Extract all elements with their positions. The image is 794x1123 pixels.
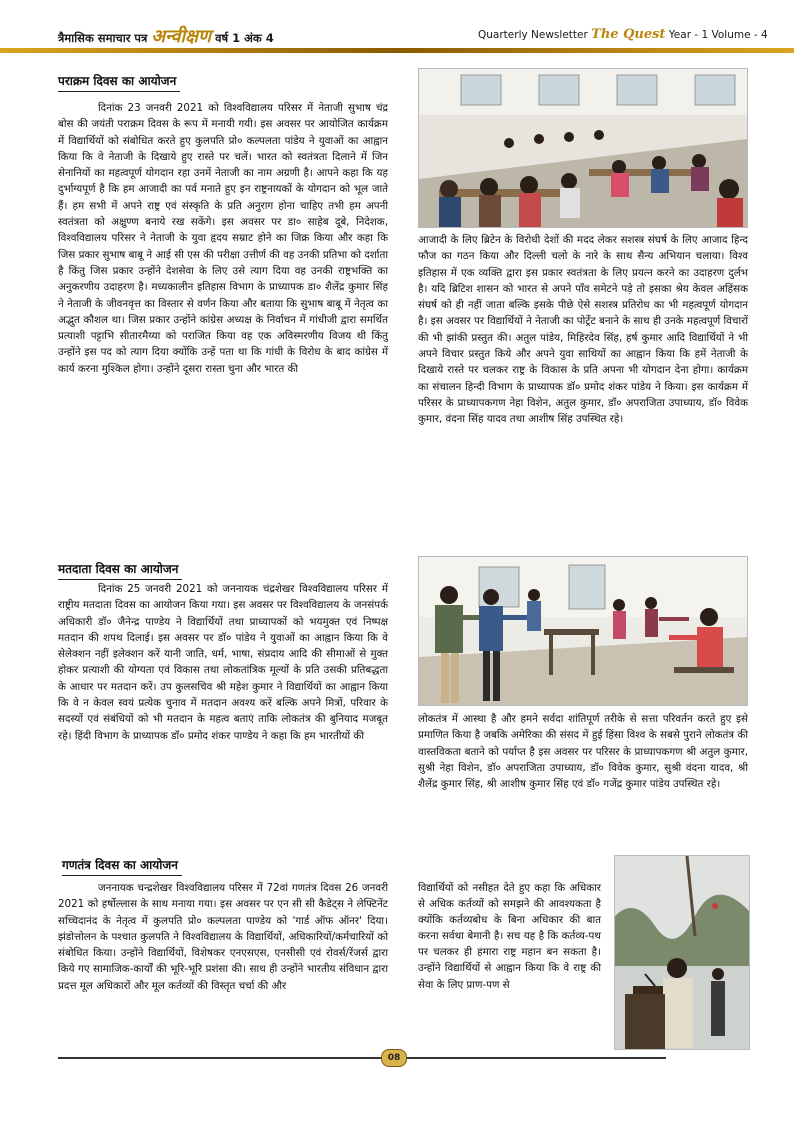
article-parakram-col2: आजादी के लिए ब्रिटेन के विरोधी देशों की मदद लेकर सशस्त्र संघर्ष के लिए आजाद हिन्द फौज का गठन किया और दिल्ली चलो के नारे के साथ सैन्य अभियान चलाया। विश्व इतिहास में एक व्यक्ति द्वारा इस प्रकार स्वतंत्रता के लिए प्रयत्न करने का उदाहरण दुर्लभ है। यदि ब्रिटिश शासन को भारत से अपने पाँव समेटने पड़े तो इसका श्रेय केवल अहिंसक संघर्ष को ही नहीं जाता बल्कि इसके पीछे ऐसे सशस्त्र प्रतिरोध का भी महत्वपूर्ण योगदान है। इस अवसर पर विद्यार्थियों ने नेताजी का पोर्ट्रेट बनाने के साथ ही उनके महत्वपूर्ण विचारों की भी झांकी प्रस्तुत की। अतुल पांडेय, मिहिरदेव सिंह, हर्ष कुमार आदि विद्यार्थियों ने भी अपने विचार प्रस्तुत किये और अपने युवा साथियों का आह्वान किया कि हमें नेताजी के दिखाये रास्ते पर चलकर राष्ट्र के विकास के प्रति अपना भी योगदान देना होगा। कार्यक्रम का संचालन हिन्दी विभाग के प्राध्यापक डॉ० प्रमोद शंकर पांडेय ने किया। इस कार्यक्रम में परिसर के प्राध्यापकगण नेहा विशेन, अतुल कुमार, डॉ० अपराजिता उपाध्याय, डॉ० विवेक कुमार, वंदना सिंह यादव तथा आशीष सिंह उपस्थित रहे। [418, 234, 748, 426]
header-hindi-title [58, 24, 274, 48]
header-newsletter-label-en: Quarterly Newsletter [478, 29, 588, 41]
article-matdata-col2: लोकतंत्र में आस्था है और हमने सर्वदा शांतिपूर्ण तरीके से सत्ता परिवर्तन करते हुए इसे प्रमाणित किया है जबकि अमेरिका की संसद में हुई हिंसा विश्व के सबसे पुराने लोकतंत्र की वास्तविकता बताने को पर्याप्त है इस अवसर पर परिसर के प्राध्यापकगण श्री अतुल कुमार, सुश्री नेहा विशेन, डॉ० अपराजिता उपाध्याय, डॉ० विवेक कुमार, सुश्री वंदना यादव, श्री शैलेंद्र कुमार सिंह, श्री आशीष कुमार सिंह एवं डॉ० गजेंद्र कुमार पांडेय उपस्थित रहे। [418, 713, 748, 791]
oath-ceremony-photo [418, 556, 748, 706]
header-brand-hindi: अन्वीक्षण [151, 26, 212, 47]
header-newsletter-label: त्रैमासिक समाचार पत्र [58, 31, 148, 45]
section-heading-matdata: मतदाता दिवस का आयोजन [58, 560, 182, 580]
article-gantantra-col2: विद्यार्थियों को नसीहत देते हुए कहा कि अधिकार से अधिक कर्तव्यों को समझने की आवश्यकता है क्योंकि कर्तव्यबोध के बिना अधिकार की बात करना सर्वथा बेमानी है। सच यह है कि कर्तव्य-पथ पर चलकर ही हमारा राष्ट्र महान बन सकता है। उन्होंने विद्यार्थियों से आह्वान किया कि वे राष्ट्र की सेवा के लिए प्राण-पण से [418, 882, 601, 991]
section-heading-parakram: पराक्रम दिवस का आयोजन [58, 72, 180, 92]
footer-divider [58, 1057, 666, 1059]
article-parakram-col1: दिनांक 23 जनवरी 2021 को विश्वविद्यालय परिसर में नेताजी सुभाष चंद्र बोस की जयंती पराक्रम दिवस के रूप में मनायी गयी। इस अवसर पर आयोजित कार्यक्रम में विद्यार्थियों को संबोधित करते हुए कुलपति प्रो० कल्पलता पांडेय ने युवाओं का आह्वान किया कि वे नेताजी के दिखाये हुए रास्ते पर चलें। भारत को स्वतंत्रता दिलाने में जिन सेनानियों का महत्वपूर्ण योगदान रहा उनमें नेताजी का नाम अग्रणी है। आपने कहा कि यह दुर्भाग्यपूर्ण है कि हम आजादी का पर्व मनाते हुए इन राष्ट्रनायकों के योगदान को भूल जाते हैं। हम सभी में अपने राष्ट्र एवं संस्कृति के प्रति अनुराग होना चाहिए तभी हम अपनी स्वतंत्रता को अक्षुण्ण बनाये रख सकेंगे। इस अवसर पर डा० साहेब दूबे, निदेशक, विश्वविद्यालय परिसर ने नेताजी के युवा हृदय सम्राट होने का जिक्र किया और कहा कि जिस प्रकार सुभाष बाबू ने आई सी एस की परीक्षा उत्तीर्ण की वह उनकी प्रतिभा को दर्शाता है किंतु जिस प्रकार उन्होंने देशसेवा के लिए उसे त्याग दिया वह उनकी राष्ट्रभक्ति का अनुकरणीय उदाहरण है। मध्यकालीन इतिहास विभाग के प्राध्यापक डा० शैलेंद्र कुमार सिंह ने नेताजी के जीवनवृत्त का विस्तार से वर्णन किया और बताया कि सुभाष बाबू में नेतृत्व का अद्भुत कौशल था। जिस प्रकार उन्होंने कांग्रेस अध्यक्ष के निर्वाचन में गांधीजी द्वारा समर्थित प्रत्याशी पट्टाभि सीतारमैय्या को पराजित किया वह एक अविस्मरणीय विजय थी किंतु उन्होंने इस पद को त्याग दिया क्योंकि उन्हें पता था कि गांधी के विरोध के बाद कांग्रेस में कार्य करना मुश्किल होगा। उन्होंने दूसरा रास्ता चुना और भारत की [58, 102, 389, 375]
section-heading-gantantra: गणतंत्र दिवस का आयोजन [62, 856, 182, 876]
header-english-title [478, 27, 768, 42]
speech-podium-photo-image [615, 856, 749, 1049]
header-brand-en: The Quest [591, 27, 666, 42]
header-divider [0, 48, 794, 53]
classroom-photo-image [419, 69, 747, 227]
classroom-photo [418, 68, 748, 228]
article-matdata-col1: दिनांक 25 जनवरी 2021 को जननायक चंद्रशेखर विश्वविद्यालय परिसर में राष्ट्रीय मतदाता दिवस का आयोजन किया गया। इस अवसर पर विश्वविद्यालय के जनसंपर्क अधिकारी डॉ० जैनेन्द्र पाण्डेय ने विद्यार्थियों तथा प्राध्यापकों को भयमुक्त एवं निष्पक्ष मतदान की शपथ दिलाई। इस अवसर पर डॉ० पांडेय ने युवाओं का आह्वान किया कि वे सेलेक्शन नहीं इलेक्शन करें यानी जाति, धर्म, भाषा, संप्रदाय आदि की सीमाओं से मुक्त होकर प्रत्याशी की योग्यता एवं विकास तथा लोकतांत्रिक मूल्यों के प्रति उसकी प्रतिबद्धता के आधार पर मतदान करें। उप कुलसचिव श्री महेश कुमार ने विद्यार्थियों का आह्वान किया कि वे न केवल स्वयं प्रत्येक चुनाव में मतदान अवश्य करें बल्कि अपने मित्रों, परिवार के सदस्यों एवं संबंधियों को भी मतदान के महत्व बताएं ताकि लोकतंत्र की बुनियाद मजबूत रहे। हिंदी विभाग के प्राध्यापक डॉ० प्रमोद शंकर पाण्डेय ने कहा कि हम भारतीयों की [58, 583, 388, 742]
page-number: 08 [381, 1049, 407, 1067]
header-issue-en: Year - 1 Volume - 4 [668, 29, 768, 41]
header-issue-hindi: वर्ष 1 अंक 4 [215, 31, 274, 45]
oath-ceremony-photo-image [419, 557, 747, 705]
article-gantantra-col1: जननायक चन्द्रशेखर विश्वविद्यालय परिसर में 72वां गणतंत्र दिवस 26 जनवरी 2021 को हर्षोल्लास के साथ मनाया गया। इस अवसर पर एन सी सी कैडेट्स ने लेफ्टिनेंट सच्चिदानंद के नेतृत्व में कुलपति प्रो० कल्पलता पाण्डेय को 'गार्ड ऑफ ऑनर' दिया। झंडोत्तोलन के पश्चात कुलपति ने विश्वविद्यालय के विद्यार्थियों, अधिकारियों/कर्मचारियों को संबोधित किया। उन्होंने विद्यार्थियों, विशेषकर एनएसएस, एनसीसी एवं रोवर्स/रेंजर्स द्वारा किये गए सामाजिक-कार्यों की भूरि-भूरि प्रशंसा की। साथ ही उन्होंने भारतीय संविधान द्वारा प्रदत्त मूल अधिकारों और मूल कर्तव्यों की विस्तृत चर्चा की और [58, 882, 388, 992]
speech-podium-photo [614, 855, 750, 1050]
